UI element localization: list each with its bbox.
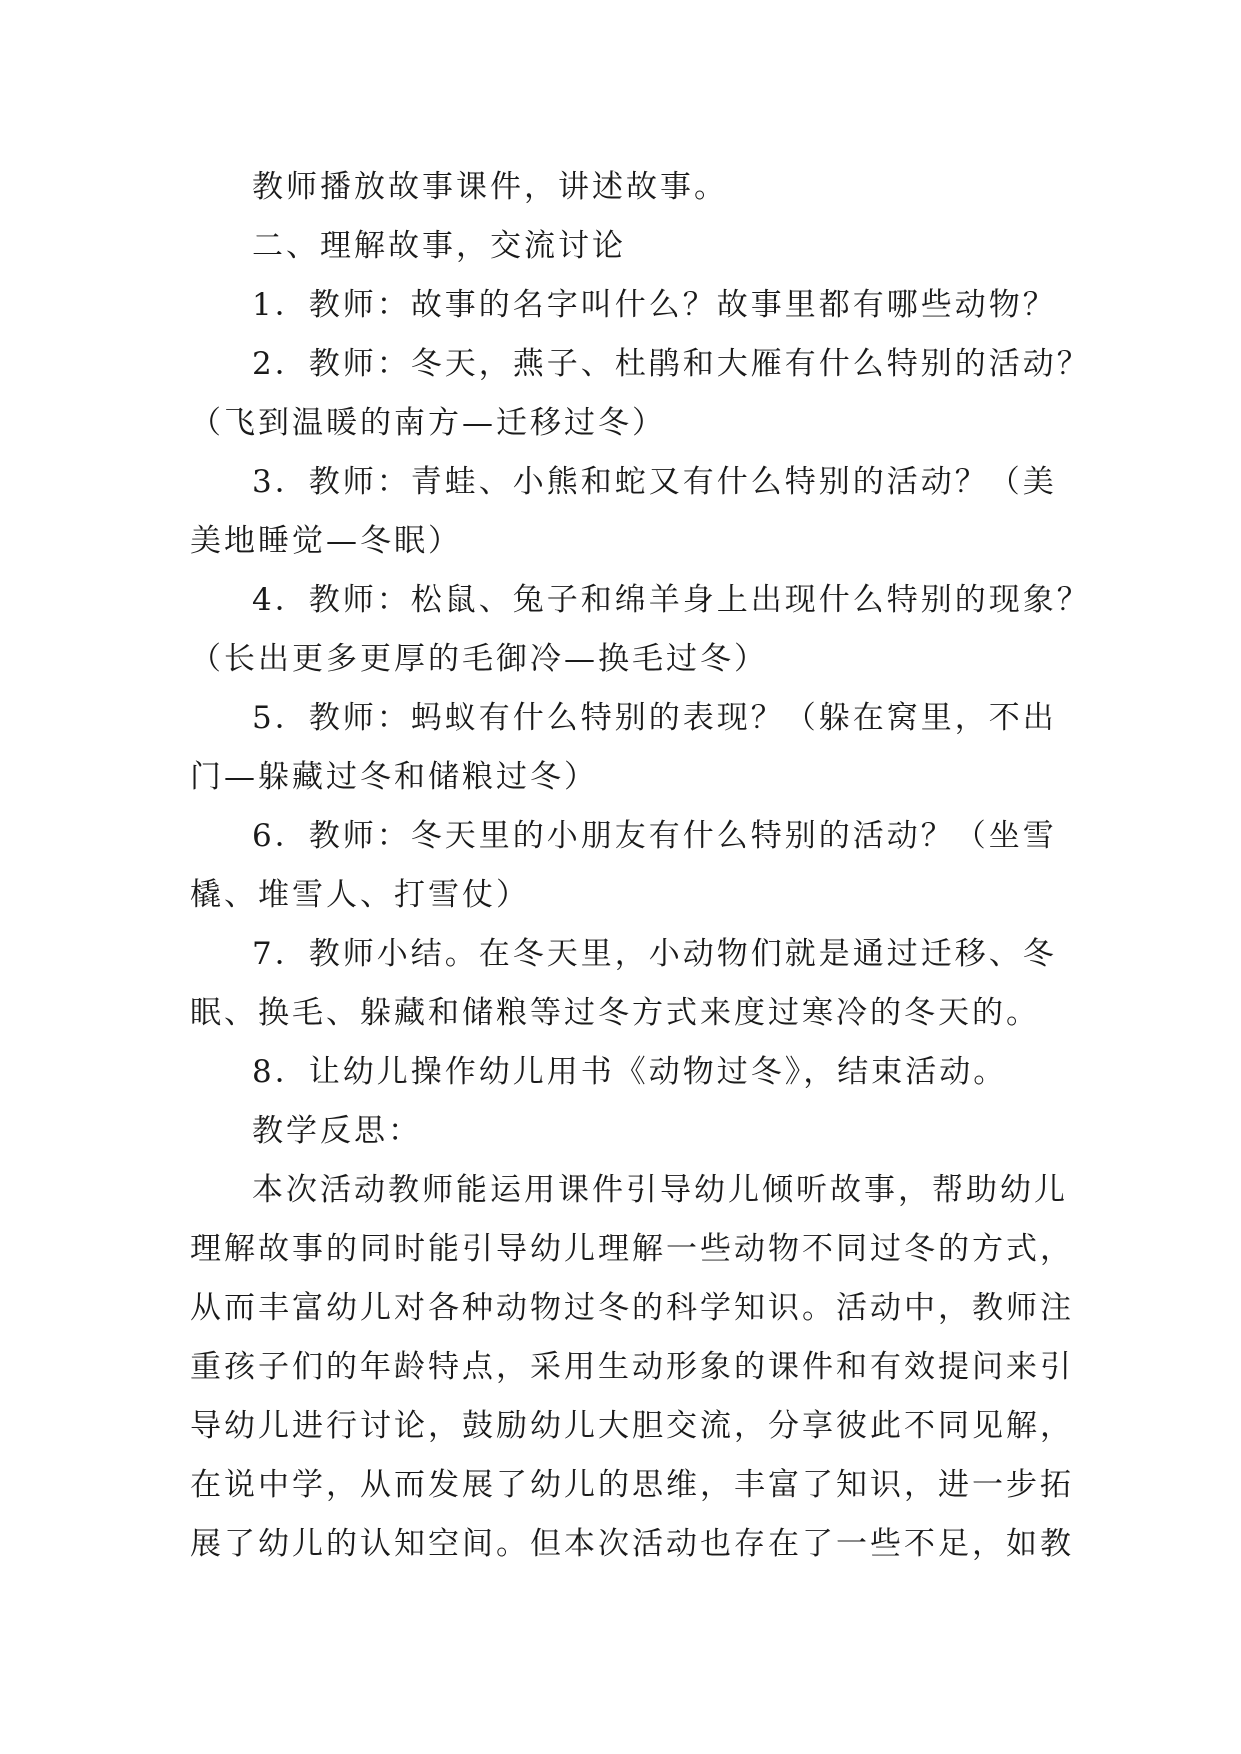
text-line: 1．教师：故事的名字叫什么？故事里都有哪些动物？ — [252, 287, 1057, 323]
text-line: （长出更多更厚的毛御冷—换毛过冬） — [190, 641, 768, 677]
text-line: 导幼儿进行讨论，鼓励幼儿大胆交流，分享彼此不同见解， — [190, 1408, 1074, 1444]
text-line: 展了幼儿的认知空间。但本次活动也存在了一些不足，如教 — [190, 1526, 1074, 1562]
document-body — [190, 158, 1091, 1574]
text-line: 橇、堆雪人、打雪仗） — [190, 877, 530, 913]
section-heading: 教学反思： — [252, 1113, 422, 1149]
text-line: 教师播放故事课件，讲述故事。 — [252, 169, 728, 205]
text-line: 7．教师小结。在冬天里，小动物们就是通过迁移、冬 — [252, 936, 1057, 972]
text-line: 8．让幼儿操作幼儿用书《动物过冬》，结束活动。 — [252, 1054, 1008, 1090]
text-line: 3．教师：青蛙、小熊和蛇又有什么特别的活动？（美 — [252, 464, 1057, 500]
text-line: 眠、换毛、躲藏和储粮等过冬方式来度过寒冷的冬天的。 — [190, 995, 1040, 1031]
text-line: 门—躲藏过冬和储粮过冬） — [190, 759, 598, 795]
text-line: 2．教师：冬天，燕子、杜鹃和大雁有什么特别的活动？ — [252, 346, 1091, 382]
text-line: 美地睡觉—冬眠） — [190, 523, 462, 559]
text-line: 从而丰富幼儿对各种动物过冬的科学知识。活动中，教师注 — [190, 1290, 1074, 1326]
section-heading: 二、理解故事，交流讨论 — [252, 228, 626, 264]
text-line: 4．教师：松鼠、兔子和绵羊身上出现什么特别的现象？ — [252, 582, 1091, 618]
text-line: 6．教师：冬天里的小朋友有什么特别的活动？（坐雪 — [252, 818, 1057, 854]
text-line: （飞到温暖的南方—迁移过冬） — [190, 405, 666, 441]
text-line: 5．教师：蚂蚁有什么特别的表现？（躲在窝里，不出 — [252, 700, 1057, 736]
text-line: 重孩子们的年龄特点，采用生动形象的课件和有效提问来引 — [190, 1349, 1074, 1385]
text-line: 在说中学，从而发展了幼儿的思维，丰富了知识，进一步拓 — [190, 1467, 1074, 1503]
text-line: 理解故事的同时能引导幼儿理解一些动物不同过冬的方式， — [190, 1231, 1074, 1267]
text-line: 本次活动教师能运用课件引导幼儿倾听故事，帮助幼儿 — [252, 1172, 1068, 1208]
